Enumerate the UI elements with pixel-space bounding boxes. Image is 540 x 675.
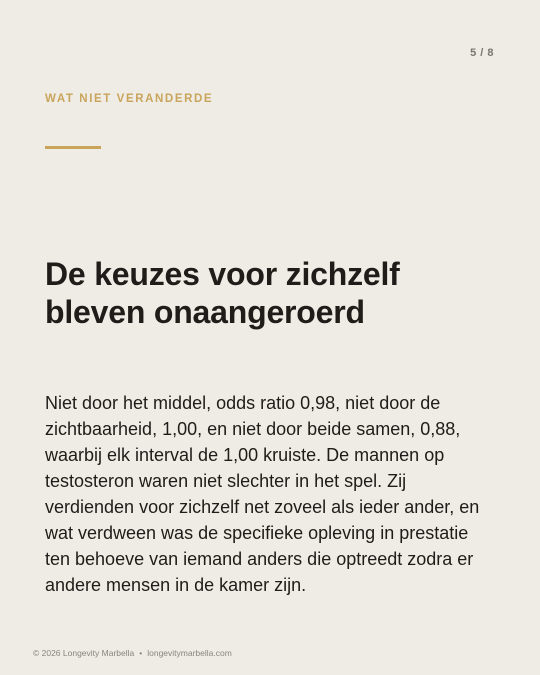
footer-copyright: © 2026 Longevity Marbella xyxy=(33,648,135,658)
headline-line-2: bleven onaangeroerd xyxy=(45,294,365,330)
headline-line-1: De keuzes voor zichzelf xyxy=(45,256,400,292)
body-paragraph: Niet door het middel, odds ratio 0,98, niet door de zichtbaarheid, 1,00, en niet door beide samen, 0,88, waarbij elk interval de 1,00 kruiste. De mannen op testosteron waren niet slechter in het spel. Zij verdienden voor zichzelf net zoveel als ieder ander, en wat verdween was de specifieke opleving in prestatie ten behoeve van iemand anders die optreedt zodra er andere mensen in de kamer zijn. xyxy=(45,393,480,595)
slide-counter: 5 / 8 xyxy=(470,47,494,59)
footer-separator: • xyxy=(139,648,143,658)
footer xyxy=(33,648,232,658)
accent-divider xyxy=(45,146,101,149)
section-label: WAT NIET VERANDERDE xyxy=(45,93,214,105)
footer-website-link[interactable]: longevitymarbella.com xyxy=(147,648,232,658)
headline xyxy=(45,255,495,331)
